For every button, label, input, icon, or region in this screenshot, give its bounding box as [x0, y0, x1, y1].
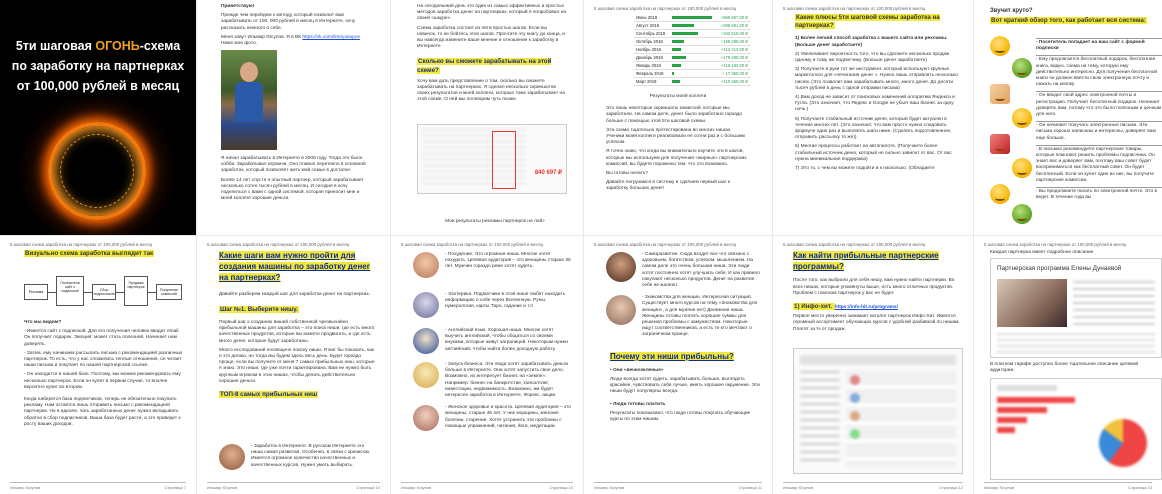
steps-title: Какие шаги вам нужно пройти для создания машины по заработку денег на партнерках? — [219, 251, 371, 283]
avatar — [606, 295, 636, 325]
cover-fire-word: ОГОНЬ — [95, 39, 140, 53]
page-program-detail: 5 шаговая схема заработка на партнерках от 100,000 рублей в месяц Каждая партнерка имеет подробное описание Партнерская программа Елены Дунаевой В платном тарифе доступно более тщательное описание целевой аудитории. Ильмир Юсупов Страница 13 — [974, 236, 1162, 494]
info-hit-link[interactable]: https://info-hit.ru/programs/ — [834, 305, 898, 311]
avatar — [413, 292, 439, 318]
gift-emoji-icon — [990, 134, 1010, 154]
avatar — [606, 252, 636, 282]
page-footer: Ильмир Юсупов Страница 10 — [207, 482, 380, 490]
advantages-title: Какие плюсы 5ти шаговой схемы заработка на партнерках? — [795, 14, 940, 30]
page-footer: Ильмир Юсупов Страница 10 — [401, 482, 573, 490]
dollar-emoji-icon — [1012, 204, 1032, 224]
page-footer: Ильмир Юсупов Страница 13 — [984, 482, 1152, 490]
vk-link[interactable]: https://vk.com/ilmiryusupov — [302, 34, 360, 40]
list-item: - Похудение. Это огромная ниша. Многие хотят похудеть. Целевая аудитория – это женщины старше 35 лет. Мужчин гораздо реже хотят худеть. — [413, 252, 571, 278]
page-find-programs: 5 шаговая схема заработка на партнерках от 100,000 рублей в месяц Как найти прибыльные партнерские программы? После того, как выбрали для себя нишу, вам нужно найти партнерки. Во всех нишах, которые упомянуты выше, есть много отличных продуктов. Проблем с поиском партнерок у вас не будет. 1) Инфо-хит. https://info-hit.ru/programs/ Первое место уверенно занимает каталог партнерок Инфо-Хит. Имеется огромный ассортимент обучающих курсов с удобной разбивкой по нишам. Платят за % от продаж. Ильмир Юсупов Страница 12 — [773, 236, 973, 494]
table-row: Август 2018 +296 681,00 ₽ — [636, 23, 748, 28]
avatar — [413, 405, 439, 431]
list-item: - Заработок в Интернете. В русском Интернете это ниша самая развитая. Особенно, в связи с кризисом. Имеется огромное количество качественных и качественных курсов. Нужно уметь выбирать. — [219, 444, 376, 470]
table-row: Ноябрь 2018 +112 413,00 ₽ — [636, 47, 748, 52]
scheme-box: Продажа партнерок — [124, 276, 148, 306]
page-footer: Ильмир Юсупов Страница 11 — [594, 482, 762, 490]
scheme-title: Визуально схема заработка выглядит так — [25, 250, 154, 257]
scheme-box: Реклама — [24, 284, 48, 300]
smile-emoji-icon — [990, 36, 1010, 56]
page-intro: Приветствую! Прежде чем перейдем к методу, который позволит вам зарабатывать от 100, 000 рублей в месяц в Интернете, хочу рассказать немного о себе. Меня зовут Ильмир Юсупов. Я в ВК https://vk.com/ilmiryusupov Ниже мое фото. Я начал зарабатывать в Интернете в 2006 году. Тогда это было хобби. Зарабатывал играючи. Оно плавно перетекло в основной заработок, который позволяет жить мой семье в достатке. Более 14 лет спустя я опытный партнер, который зарабатывает несколько сотен тысяч рублей в месяц. И сегодня я хочу поделиться с вами с одной системой, которая приносит мне и моей коллеге хорошие деньги. — [197, 0, 390, 235]
page-results: На сегодняшний день это один из самых эффективных и простых методов заработка денег на партнерках, который я попробовал на своей «шкуре». Схема заработка состоит из пяти простых шагов. Если вы новичок, то не бойтесь этих шагов. Прочтите эту книгу до конца, и вы навсегда измените ваше мнение и отношение к заработку в Интернете. Сколько вы сможете зарабатывать на этой схеме? Хочу вам дать представление о том, сколько вы сможете зарабатывать на партнерках. Я сделал несколько скриншотов своих результатов и моей коллеги, которые тоже зарабатывает на этой схеме. О ней мы поговорим чуть позже. 840 697 ₽ Мои результаты рекламы партнерок на лой» — [391, 0, 583, 235]
page-footer: Ильмир Юсупов Страница 12 — [783, 482, 963, 490]
page-why-profitable: 5 шаговая схема заработка на партнерках от 100,000 рублей в месяц - Саморазвитие. Сюда входит все что связано с здоровьем, богатством, успехом, мышлением. На самом деле это очень большая ниша. Эти люди хотят постоянно хотят улучшать себя. И как правило покупают несколько продуктов. Денег на развитие себя не жалеют. - Знакомства для женщин. Интересная ситуация. Существует много курсов на тему «Знакомства для женщин», а для мужчин нет) Денежная ниша. Женщины готовы платить хорошие суммы для решения проблемы с замужеством. Некоторые ищут соответственников, а есть те кто мечтают о заграничном принце. Почему эти ниши прибыльны? • Они «вечнозеленые» Люди всегда хотят худеть, зарабатывать больше, выглядеть красивее, чувствовать себя лучше, иметь хорошее окружение. Эти ниши будут популярны всегда. • Люди готовы платить Результаты показывают, что люди готовы покупать обучающие курсы по этим нишам. Ильмир Юсупов Страница 11 — [584, 236, 772, 494]
list-item: - Эзотерика. Подписчики в этой нише любят находить информацию о себе через Вселенную. Руны, нумерология, карты Таро, гадание и т.п — [413, 292, 571, 318]
program-title: Партнерская программа Елены Дунаевой — [997, 265, 1122, 272]
page-cover — [0, 0, 196, 235]
table-row: Март 2019 +110 468,00 ₽ — [636, 79, 748, 84]
list-item: - Женское здоровье и красота. Целевая аудитория – это женщины, старше 45 лет. У них морщины, женские болезни, старение. Хотят устранить эти проблемы с помощью упражнений, питания, йоги, медитации. — [413, 405, 571, 431]
catalog-screenshot — [793, 348, 963, 474]
avatar — [413, 328, 439, 354]
results-amount: 840 697 ₽ — [534, 170, 562, 176]
list-item: - Запуск бизнеса. Эти люди хотят зарабатывать деньги больше в Интернете. Они хотят запустить свое дело. Возможно, их интересует бизнес на «земле». Например: бизнес на банкротстве, консалтинг, инвестиции, недвижимость. Возможно, им будет интересен заработок в Интернете, Форекс, акции. — [413, 362, 571, 399]
scheme-box: Сбор подписчиков — [92, 284, 116, 300]
top-niches-heading: ТОП-8 самых прибыльных ниш — [220, 391, 318, 399]
scheme-box: Посетители сайт с подпиской — [56, 276, 84, 306]
scheme-box: Получение комиссий — [156, 284, 182, 300]
earnings-table — [634, 14, 750, 86]
table-row: Декабрь 2018 +179 490,00 ₽ — [636, 55, 748, 60]
results-screenshot — [417, 124, 567, 194]
money-emoji-icon — [1012, 58, 1032, 78]
step-one-heading: Шаг №1. Выберите нишу. — [220, 305, 298, 313]
scheme-diagram — [24, 270, 184, 316]
star-eyes-emoji-icon — [990, 184, 1010, 204]
find-programs-title: Как найти прибыльные партнерские программы? — [793, 251, 939, 272]
why-profitable-title: Почему эти ниши прибыльны? — [610, 351, 734, 361]
happy-emoji-icon — [1012, 108, 1032, 128]
page-colleague-results: 5 шаговая схема заработка на партнерках от 100,000 рублей в месяц Июнь 2018 +595 667,00 ₽ Август 2018 +296 681,00 ₽ Сентябрь 2018 +342 516,00 ₽ Октябрь 2018 +156 296,00 ₽ Ноябрь 2018 +112 413,00 ₽ Декабрь 2018 +179 490,00 ₽ Январь 2019 +116 193,00 ₽ Февраль 2019 + 17 360,00 ₽ Март 2019 +110 468,00 ₽ Результаты моей коллеги Это лишь некоторые скриншоты комиссий, которые мы заработали. На самом деле, денег было заработано гораздо больше с помощью этой 5ти шаговой схемы. Эта схема тщательно протестирована во многих нишах. Ученики моей коллеги реализовали ее сотни раз и с большим успехом. Я точно знаю, что когда вы внимательно изучите эти 5 шагов, которые мы используем для получения «жирных» партнерских комиссий, вы будете поражены тем, что это возможно. Вы готовы начать? Давайте погрузимся в систему и сделаем первый шаг к заработку больших денег! — [584, 0, 772, 235]
table-row: Сентябрь 2018 +342 516,00 ₽ — [636, 31, 748, 36]
results-caption: Мои результаты рекламы партнерок на лой» — [445, 219, 545, 224]
page-advantages: 5 шаговая схема заработка на партнерках от 100,000 рублей в месяц Какие плюсы 5ти шаговой схемы заработка на партнерках? 1) Более легкий способ заработка с вашего сайта или рекламы. (Больше денег заработаете) 2) Увеличивает вероятность того, что вы сделаете несколько продаж одному и тому же подписчику. (Больше денег заработаете) 3) Получаете в руки тот же инструмент, который используют крупные маркетологи для «печатания денег ». Нужно лишь отправлять несколько писем. (Это позволит вам зарабатывать много, много денег. До десяти тысяч рублей в день с одной отправки письма) 4) Вам доход не зависит от поисковых изменений алгоритма Яндекса и Гугла. (Это означает, что Яндекс и Google не убьет ваш бизнес за одну ночь.) 5) Получаете стабильный источник денег, который будет актуален в течение многих лет. (Это означает, что вам просто нужно следовать формуле один раз и выполнять шаги ниже. (Сделать подготовленное, отправить рассылку то же)) 6) Многие процессы работает на автопилоте. (Получаете более стабильный источник денег, который не сильно зависит от вас. От вас нужна минимальная поддержка) 7) Это то, с чем вы можете подойти и к насколько. (Обладаете — [773, 0, 973, 235]
page-overview: Звучит круто? Вот краткий обзор того, как работает вся система: - Посетитель попадает на ваш сайт с формой подписки - Ему предлагается бесплатный подарок, бесплатная книга, видео, схема на тему, которую ему действительно интересно. Для получения бесплатной книги он должен ввести свою электронную почту и нажать на кнопку - Он вводит свой адрес электронной почты и регистрацию. Получает бесплатный подарок. Начинает доверять вам, потому что это было полезным и ценным для него. - Он начинает получать электронные письма. Эти письма хорошо написаны и интересны, доверяет вам еще больше. - В письмах рекомендуете партнерские товары, которые помогают решить проблемы подписчика. Он знает вас и доверяет вам, поэтому ваш совет будет восприниматься как бесплатный совет. Он будет бесплатный. Если он купит один из них, вы получите партнерские комиссии. - Вы продолжаете писать по электронной почте. Это в ведет. В течение года вы — [974, 0, 1162, 235]
greeting: Приветствую! — [221, 4, 255, 9]
envelope-emoji-icon — [990, 84, 1010, 104]
colleague-caption: Результаты моей коллеги — [649, 94, 707, 99]
laugh-emoji-icon — [1012, 158, 1032, 178]
list-item: - Знакомства для женщин. Интересная ситуация. Существует много курсов на тему «Знакомства для женщин», а для мужчин нет) Денежная ниша. Женщины готовы платить хорошие суммы для решения проблемы с замужеством. Некоторые ищут соответственников, а есть те кто мечтают о заграничном принце. — [606, 295, 760, 338]
program-card — [990, 258, 1162, 358]
avatar — [413, 362, 439, 388]
overview-title: Звучит круто? — [990, 8, 1033, 14]
table-row: Июнь 2018 +595 667,00 ₽ — [636, 15, 748, 20]
table-row: Январь 2019 +116 193,00 ₽ — [636, 63, 748, 68]
list-item: - Саморазвитие. Сюда входит все что связано с здоровьем, богатством, успехом, мышлением. На самом деле это очень большая ниша. Эти люди хотят постоянно хотят улучшать себя. И как правило покупают несколько продуктов. Денег на развитие себя не жалеют. — [606, 252, 760, 289]
cover-title: 5ти шаговая ОГОНЬ-схема по заработку на партнерках от 100,000 рублей в месяц — [11, 39, 185, 93]
table-row: Октябрь 2018 +156 296,00 ₽ — [636, 39, 748, 44]
avatar — [219, 444, 245, 470]
page-niches: 5 шаговая схема заработка на партнерках от 100,000 рублей в месяц - Похудение. Это огромная ниша. Многие хотят похудеть. Целевая аудитория – это женщины старше 35 лет. Мужчин гораздо реже хотят худеть. - Эзотерика. Подписчики в этой нише любят находить информацию о себе через Вселенную. Руны, нумерология, карты Таро, гадание и т.п - Английский язык. Хорошая ниша. Многие хотят выучить английский, чтобы общаться со своими внуками, которые живут заграницей. Некоторым нужен английский, чтобы найти более доходную работу. - Запуск бизнеса. Эти люди хотят зарабатывать деньги больше в Интернете. Они хотят запустить свое дело. Возможно, их интересует бизнес на «земле». Например: бизнес на банкротстве, консалтинг, инвестиции, недвижимость. Возможно, им будет интересен заработок в Интернете, Форекс, акции. - Женское здоровье и красота. Целевая аудитория – это женщины, старше 45 лет. У них морщины, женские болезни, старение. Хотят устранить эти проблемы с помощью упражнений, питания, йоги, медитации. Ильмир Юсупов Страница 10 — [391, 236, 583, 494]
list-item: - Английский язык. Хорошая ниша. Многие хотят выучить английский, чтобы общаться со своими внуками, которые живут заграницей. Некоторым нужен английский, чтобы найти более доходную работу. — [413, 328, 571, 354]
table-row: Февраль 2019 + 17 360,00 ₽ — [636, 71, 748, 76]
audience-chart — [990, 378, 1162, 480]
author-photo — [221, 50, 277, 150]
program-photo — [997, 279, 1067, 327]
results-question: Сколько вы сможете зарабатывать на этой схеме? — [417, 58, 552, 74]
avatar — [413, 252, 439, 278]
page-footer: Ильмир Юсупов Страница 7 — [10, 482, 186, 490]
page-scheme-visual: 5 шаговая схема заработка на партнерках от 100,000 рублей в месяц Визуально схема заработка выглядит так Реклама Посетители сайт с подпиской Сбор подписчиков Продажа партнерок Получение комиссий Что мы видим? - Имеется сайт с подпиской. Для его получения человек вводит email. Он получает подарок. Эмоция: может стать полезной. Начинает нам доверять. - Затем, ему начинаем рассылать письма с рекомендацией различных партнерок. То есть, что у нас сложились теплые отношения, он читает наши письма и покупает по нашей партнерской ссылке. - Он находится в нашей базе. Поэтому, мы можем рекомендовать ему несколько партнерок. Если он купит в первом случае, то вполне вероятно купит во втором. Когда наберется база подписчиков, теперь не обязательно покупать рекламу. Нам остается лишь отправить письмо с рекомендацией партнерки. Но в идеале, чать заработанных денег нужно вкладывать обратно в сбор подписчиков. Ваша база будет расти, а это приведет к росту ваших доходов. Ильмир Юсупов Страница 7 — [0, 236, 196, 494]
page-steps: 5 шаговая схема заработка на партнерках от 100,000 рублей в месяц Какие шаги вам нужно пройти для создания машины по заработку денег на партнерках? Давайте разберем каждый шаг для заработка денег на партнерках. Шаг №1. Выберите нишу. Первый шаг к созданию вашей собственной чрезвычайно прибыльной машины для заработка – это поиск ниши, где есть много качественных продуктов, которые вы можете продвигать, и где есть много денег, которые будут заработаны. Много исследований посвящено поиску ниши. Я мог бы показать, как я это делаю, но тогда мы будем здесь весь день. Будет гораздо проще, если вы получите от меня 7 самых прибыльных ниш, которые я знаю. Это ниши, где уже почти гарантирована. Вам не нужно быть крупным игроком в этих нишах, чтобы делать действительно хорошие деньги. ТОП-8 самых прибыльных ниш - Заработок в Интернете. В русском Интернете это ниша самая развитая. Особенно, в связи с кризисом. Имеется огромное количество качественных и качественных курсов. Нужно уметь выбирать. Ильмир Юсупов Страница 10 — [197, 236, 390, 494]
